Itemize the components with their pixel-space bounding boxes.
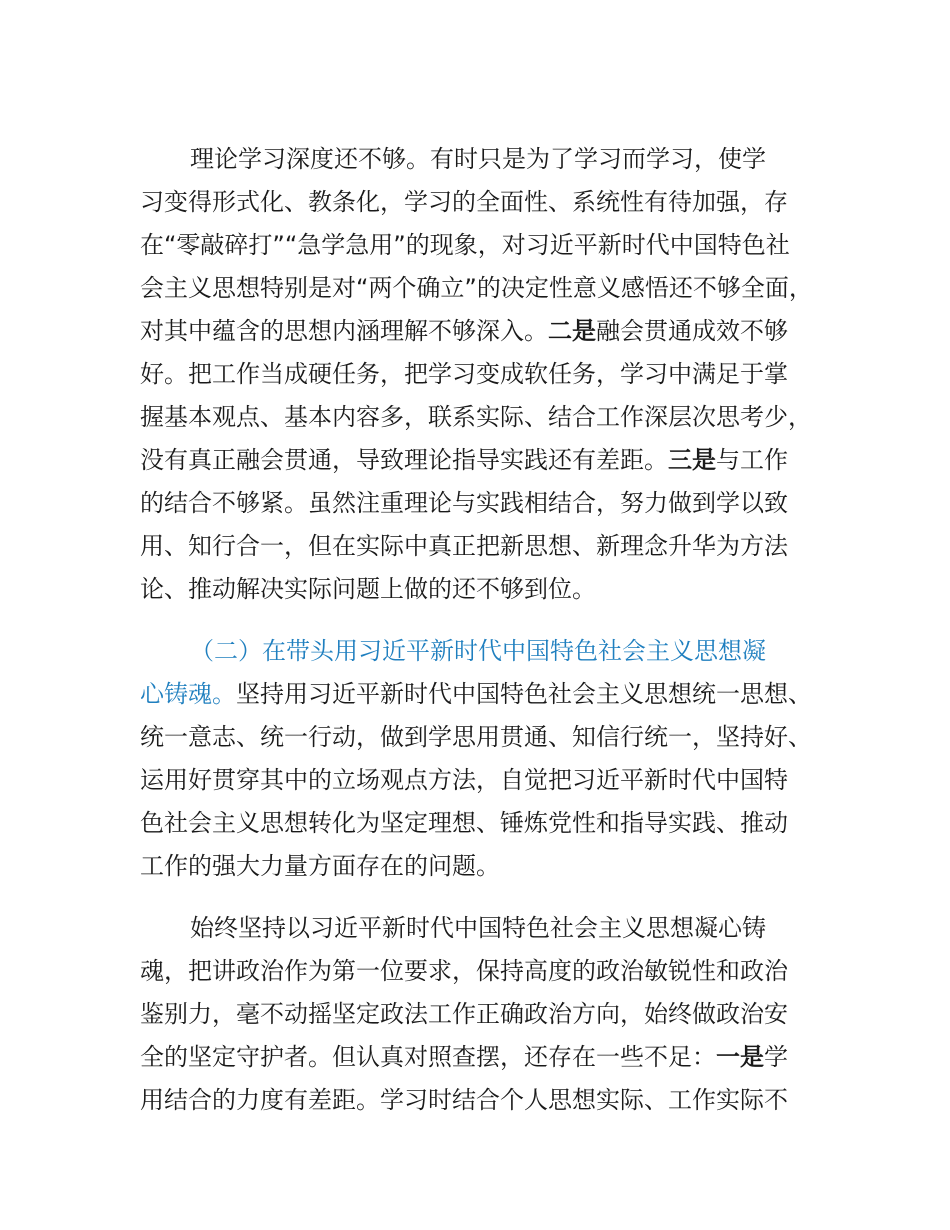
text-line: 握基本观点、基本内容多，联系实际、结合工作深层次思考少，	[140, 403, 812, 431]
text-line: 用、知行合一，但在实际中真正把新思想、新理念升华为方法	[140, 532, 788, 560]
text-line: 的结合不够紧。虽然注重理论与实践相结合，努力做到学以致	[140, 489, 788, 517]
point-one-label: 一是	[716, 1043, 764, 1071]
text-line: 习变得形式化、教条化，学习的全面性、系统性有待加强，存	[140, 188, 788, 216]
text-line: 统一意志、统一行动，做到学思用贯通、知信行统一，坚持好、	[140, 723, 812, 751]
text-span: 对其中蕴含的思想内涵理解不够深入。	[140, 317, 548, 345]
text-line: 工作的强大力量方面存在的问题。	[140, 852, 500, 880]
text-line: 用结合的力度有差距。学习时结合个人思想实际、工作实际不	[140, 1086, 788, 1114]
text-span: 全的坚定守护者。但认真对照查摆，还存在一些不足：	[140, 1043, 716, 1071]
text-span: 融会贯通成效不够	[596, 317, 788, 345]
text-span: 学	[764, 1043, 788, 1071]
text-line: 理论学习深度还不够。有时只是为了学习而学习，使学	[190, 145, 766, 173]
section-heading: （二）在带头用习近平新时代中国特色社会主义思想凝	[190, 637, 766, 665]
text-line: 色社会主义思想转化为坚定理想、锤炼党性和指导实践、推动	[140, 809, 788, 837]
text-span: 坚持用习近平新时代中国特色社会主义思想统一思想、	[236, 680, 812, 708]
text-line: 论、推动解决实际问题上做的还不够到位。	[140, 575, 596, 603]
text-line: 始终坚持以习近平新时代中国特色社会主义思想凝心铸	[190, 914, 766, 942]
text-line	[140, 1042, 788, 1072]
text-line	[140, 445, 788, 475]
point-two-label: 二是	[548, 317, 596, 345]
text-line: 好。把工作当成硬任务，把学习变成软任务，学习中满足于掌	[140, 360, 788, 388]
text-line	[140, 679, 812, 709]
text-line: 鉴别力，毫不动摇坚定政法工作正确政治方向，始终做政治安	[140, 1000, 788, 1028]
text-line: 在“零敲碎打”“急学急用”的现象，对习近平新时代中国特色社	[140, 231, 790, 259]
text-line: 魂，把讲政治作为第一位要求，保持高度的政治敏锐性和政治	[140, 957, 788, 985]
text-line	[140, 316, 788, 346]
text-line: 会主义思想特别是对“两个确立”的决定性意义感悟还不够全面，	[140, 274, 813, 302]
text-span: 与工作	[716, 446, 788, 474]
text-span: 没有真正融会贯通，导致理论指导实践还有差距。	[140, 446, 668, 474]
text-line: 运用好贯穿其中的立场观点方法，自觉把习近平新时代中国特	[140, 766, 788, 794]
section-heading-end: 心铸魂。	[140, 680, 236, 708]
point-three-label: 三是	[668, 446, 716, 474]
